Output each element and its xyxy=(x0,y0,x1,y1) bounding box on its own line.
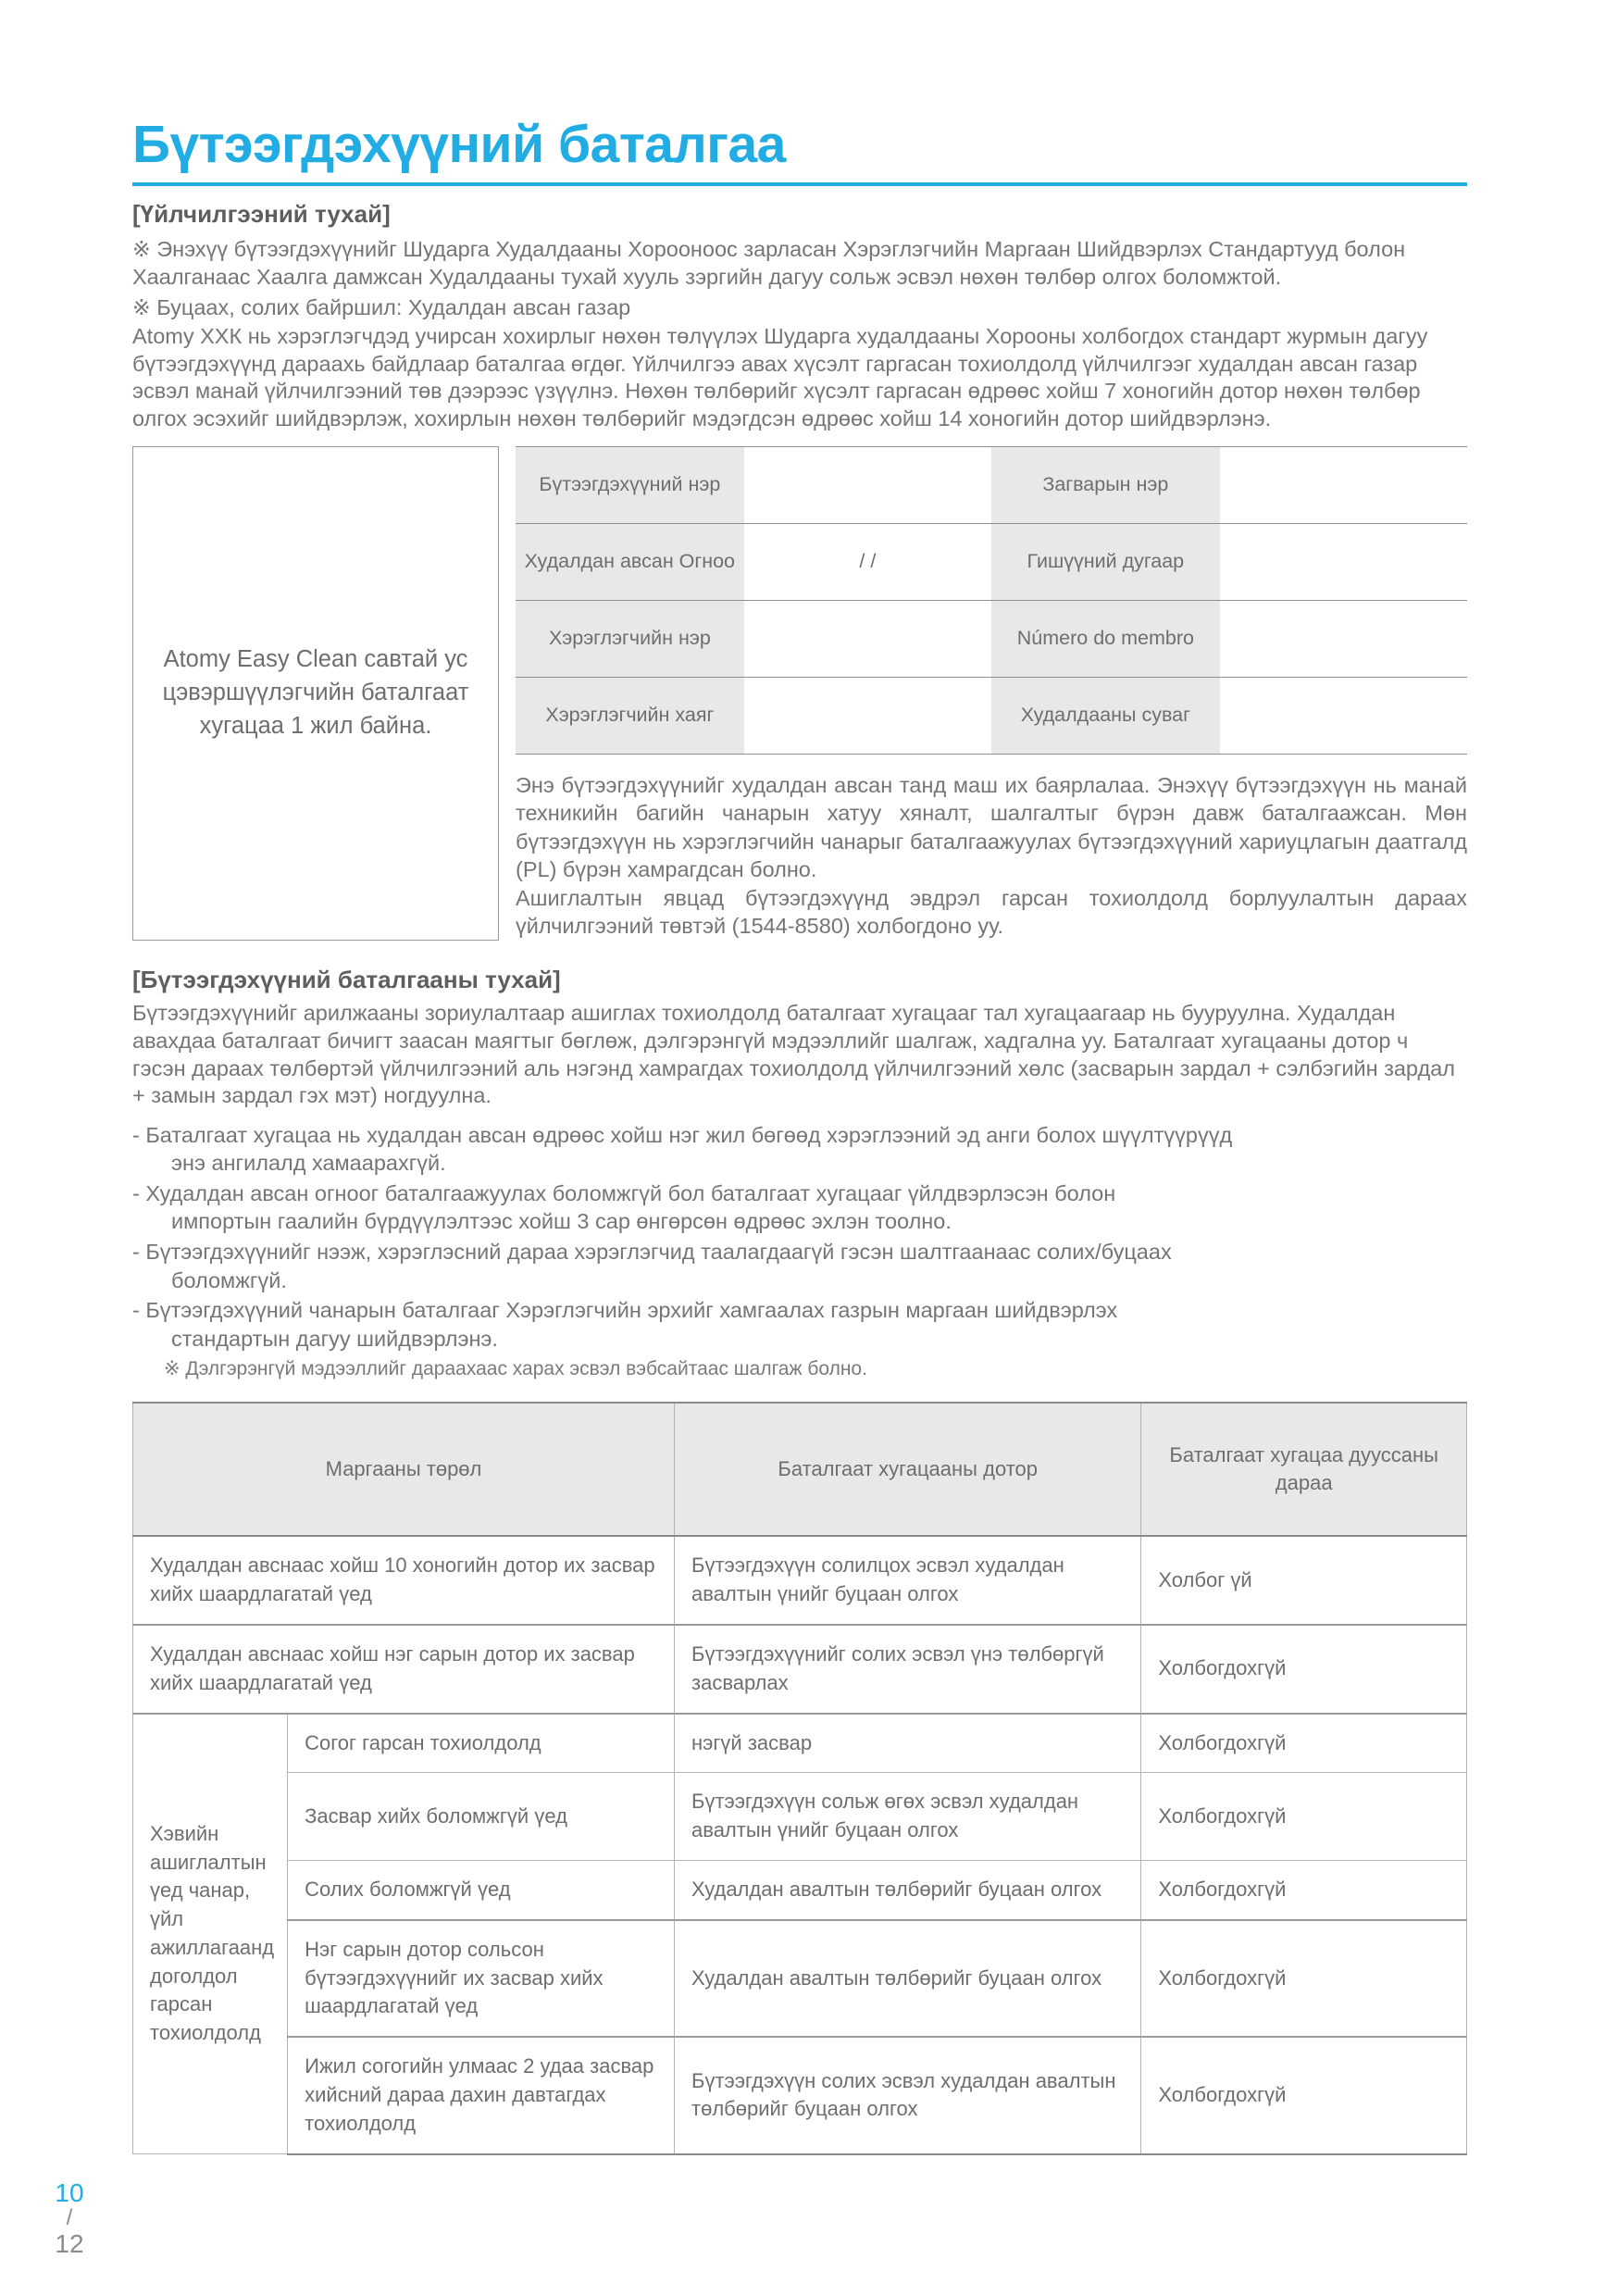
cell-dispute-type: Худалдан авснаас хойш нэг сарын дотор их засвар хийх шаардлагатай үед xyxy=(133,1625,675,1714)
field-value-product-name[interactable] xyxy=(744,446,991,523)
table-row xyxy=(133,1625,1467,1714)
field-label-product-name: Бүтээгдэхүүний нэр xyxy=(516,446,744,523)
table-header-row xyxy=(133,1403,1467,1536)
table-row xyxy=(133,1714,1467,1773)
table-row xyxy=(516,446,1467,523)
thanks-block xyxy=(516,771,1467,941)
bullet-main-text: - Баталгаат хугацаа нь худалдан авсан өдрөөс хойш нэг жил бөгөөд хэрэглээний эд анги болох шүүлтүүрүүд xyxy=(132,1122,1233,1147)
page-number-separator: / xyxy=(66,2205,73,2231)
field-label-customer-address: Хэрэглэгчийн хаяг xyxy=(516,677,744,754)
table-row xyxy=(133,2037,1467,2153)
bullet-sub-text: энэ ангилалд хамаарахгүй. xyxy=(171,1151,446,1176)
table-row xyxy=(133,1861,1467,1920)
table-row xyxy=(516,523,1467,600)
cell-within-warranty: Худалдан авалтын төлбөрийг буцаан олгох xyxy=(675,1920,1141,2037)
field-value-purchase-date[interactable]: / / xyxy=(744,523,991,600)
field-label-sales-channel: Худалдааны суваг xyxy=(991,677,1220,754)
cell-dispute-group-label: Хэвийн ашиглалтын үед чанар, үйл ажиллагаанд доголдол гарсан тохиолдолд xyxy=(133,1714,288,2154)
current-page-number: 10 xyxy=(55,2178,84,2208)
table-row xyxy=(133,1773,1467,1861)
cell-within-warranty: Худалдан авалтын төлбөрийг буцаан олгох xyxy=(675,1861,1141,1920)
service-paragraph: Atomy ХХК нь хэрэглэгчдэд учирсан хохирлыг нөхөн төлүүлэх Шударга худалдааны Хорооны холбогдох стандарт журмын дагуу бүтээгдэхүүнд дараахь байдлаар баталгаа өгдөг. Үйлчилгээ авах хүсэлт гаргасан тохиолдолд үйлчилгээг худалдан авсан газар эсвэл манай үйлчилгээний төв дээрээс үзүүлнэ. Нөхөн төлбөрийг хүсэлт гаргасан өдрөөс хойш 7 хоногийн дотор нөхөн төлбөр олгох эсэхийг шийдвэрлэж, хохирлын нөхөн төлбөрийг мэдэгдсэн өдрөөс хойш 14 хоногийн дотор шийдвэрлэнэ. xyxy=(132,324,1428,430)
field-value-member-number[interactable] xyxy=(1220,523,1467,600)
field-value-customer-address[interactable] xyxy=(744,677,991,754)
column-header-within-warranty: Баталгаат хугацааны дотор xyxy=(675,1403,1141,1536)
cell-dispute-type: Согог гарсан тохиолдолд xyxy=(288,1714,675,1773)
cell-dispute-type: Ижил согогийн улмаас 2 удаа засвар хийсний дараа дахин давтагдах тохиолдолд xyxy=(288,2037,675,2153)
warranty-details xyxy=(516,446,1467,941)
cell-after-warranty: Холбог үй xyxy=(1141,1536,1467,1625)
cell-after-warranty: Холбогдохгүй xyxy=(1141,1920,1467,2037)
field-value-customer-name[interactable] xyxy=(744,600,991,677)
product-statement-box xyxy=(132,446,499,941)
page-title: Бүтээгдэхүүний баталгаа xyxy=(132,115,786,174)
field-label-numero-do-membro: Número do membro xyxy=(991,600,1220,677)
field-label-customer-name: Хэрэглэгчийн нэр xyxy=(516,600,744,677)
bullet-main-text: - Бүтээгдэхүүнийг нээж, хэрэглэсний дараа хэрэглэгчид таалагдаагүй гэсэн шалтгаанаас солих/буцаах xyxy=(132,1239,1172,1264)
title-divider xyxy=(132,182,1467,186)
field-value-sales-channel[interactable] xyxy=(1220,677,1467,754)
cell-dispute-type: Солих боломжгүй үед xyxy=(288,1861,675,1920)
column-header-after-warranty: Баталгаат хугацаа дууссаны дараа xyxy=(1141,1403,1467,1536)
cell-within-warranty: Бүтээгдэхүүн солилцох эсвэл худалдан авалтын үнийг буцаан олгох xyxy=(675,1536,1141,1625)
page-number xyxy=(48,2179,91,2257)
cell-within-warranty: Бүтээгдэхүүн солих эсвэл худалдан авалтын төлбөрийг буцаан олгох xyxy=(675,2037,1141,2153)
table-row xyxy=(133,1920,1467,2037)
cell-dispute-type: Худалдан авснаас хойш 10 хоногийн дотор их засвар хийх шаардлагатай үед xyxy=(133,1536,675,1625)
field-label-member-number: Гишүүний дугаар xyxy=(991,523,1220,600)
cell-within-warranty: Бүтээгдэхүүн сольж өгөх эсвэл худалдан авалтын үнийг буцаан олгох xyxy=(675,1773,1141,1861)
table-row xyxy=(133,1536,1467,1625)
list-item xyxy=(132,1179,1467,1236)
bullet-sub-text: импортын гаалийн бүрдүүлэлтээс хойш 3 сар өнгөрсөн өдрөөс эхлэн тоолно. xyxy=(171,1209,952,1234)
guarantee-paragraph: Бүтээгдэхүүнийг арилжааны зориулалтаар ашиглах тохиолдолд баталгаат хугацааг тал хугацаагаар нь бууруулна. Худалдан авахдаа баталгаат бичигт заасан маягтыг бөглөж, дэлгэрэнгүй мэдээллийг шалгаж, хадгална уу. Баталгаат хугацааны дотор ч гэсэн дараах төлбөртэй үйлчилгээний аль нэгэнд хамрагдах тохиолдолд үйлчилгээний хөлс (засварын зардал + сэлбэгийн зардал + замын зардал гэх мэт) ногдуулна. xyxy=(132,1001,1455,1108)
warranty-card-block xyxy=(132,446,1467,941)
list-item xyxy=(132,1238,1467,1294)
bullet-sub-text: боломжгүй. xyxy=(171,1267,287,1292)
cell-after-warranty: Холбогдохгүй xyxy=(1141,1861,1467,1920)
cell-after-warranty: Холбогдохгүй xyxy=(1141,1625,1467,1714)
bullet-main-text: - Худалдан авсан огноог баталгаажуулах боломжгүй бол баталгаат хугацааг үйлдвэрлэсэн болон xyxy=(132,1180,1116,1205)
field-value-model-name[interactable] xyxy=(1220,446,1467,523)
cell-dispute-type: Засвар хийх боломжгүй үед xyxy=(288,1773,675,1861)
cell-within-warranty: нэгүй засвар xyxy=(675,1714,1141,1773)
guarantee-section-heading: [Бүтээгдэхүүний баталгааны тухай] xyxy=(132,965,561,993)
cell-after-warranty: Холбогдохгүй xyxy=(1141,1714,1467,1773)
field-label-purchase-date: Худалдан авсан Огноо xyxy=(516,523,744,600)
table-row xyxy=(516,600,1467,677)
service-section-heading: [Үйлчилгээний тухай] xyxy=(132,200,391,228)
bullet-sub-text: стандартын дагуу шийдвэрлэнэ. xyxy=(171,1326,498,1351)
field-label-model-name: Загварын нэр xyxy=(991,446,1220,523)
cell-after-warranty: Холбогдохгүй xyxy=(1141,1773,1467,1861)
cell-within-warranty: Бүтээгдэхүүнийг солих эсвэл үнэ төлбөргүй засварлах xyxy=(675,1625,1141,1714)
thanks-paragraph-1: Энэ бүтээгдэхүүнийг худалдан авсан танд маш их баярлалаа. Энэхүү бүтээгдэхүүн нь манай техникийн багийн чанарын хатуу хяналт, шалгалтыг бүрэн давж баталгаажсан. Мөн бүтээгдэхүүн нь хэрэглэгчийн чанарыг баталгаажуулах бүтээгдэхүүний хариуцлагын даатгалд (PL) бүрэн хамрагдсан болно. xyxy=(516,772,1467,882)
guarantee-bullet-list xyxy=(132,1121,1467,1353)
thanks-paragraph-2: Ашиглалтын явцад бүтээгдэхүүнд эвдрэл гарсан тохиолдолд борлуулалтын дараах үйлчилгээний төвтэй (1544-8580) холбогдоно уу. xyxy=(516,885,1467,939)
service-note-2: ※ Буцаах, солих байршил: Худалдан авсан газар xyxy=(132,294,631,319)
guarantee-footnote: ※ Дэлгэрэнгүй мэдээллийг дараахаас харах эсвэл вэбсайтаас шалгаж болно. xyxy=(164,1358,867,1380)
service-note-1: ※ Энэхүү бүтээгдэхүүнийг Шударга Худалдааны Хорооноос зарласан Хэрэглэгчийн Маргаан Шийдвэрлэх Стандартууд болон Хаалганаас Хаалга дамжсан Худалдааны тухай хууль зэргийн дагуу сольж эсвэл нөхөн төлбөр олгох боломжтой. xyxy=(132,236,1406,290)
list-item xyxy=(132,1121,1467,1178)
bullet-main-text: - Бүтээгдэхүүний чанарын баталгааг Хэрэглэгчийн эрхийг хамгаалах газрын маргаан шийдвэрлэх xyxy=(132,1298,1118,1323)
cell-dispute-type: Нэг сарын дотор сольсон бүтээгдэхүүнийг их засвар хийх шаардлагатай үед xyxy=(288,1920,675,2037)
cell-after-warranty: Холбогдохгүй xyxy=(1141,2037,1467,2153)
page-content xyxy=(132,115,1467,2155)
column-header-dispute-type: Маргааны төрөл xyxy=(133,1403,675,1536)
warranty-info-table xyxy=(516,446,1467,755)
dispute-resolution-table xyxy=(132,1402,1467,2154)
list-item xyxy=(132,1296,1467,1353)
total-page-number: 12 xyxy=(55,2228,84,2258)
product-statement-text: Atomy Easy Clean савтай ус цэвэршүүлэгчийн баталгаат хугацаа 1 жил байна. xyxy=(162,646,469,739)
field-value-numero-do-membro[interactable] xyxy=(1220,600,1467,677)
table-row xyxy=(516,677,1467,754)
